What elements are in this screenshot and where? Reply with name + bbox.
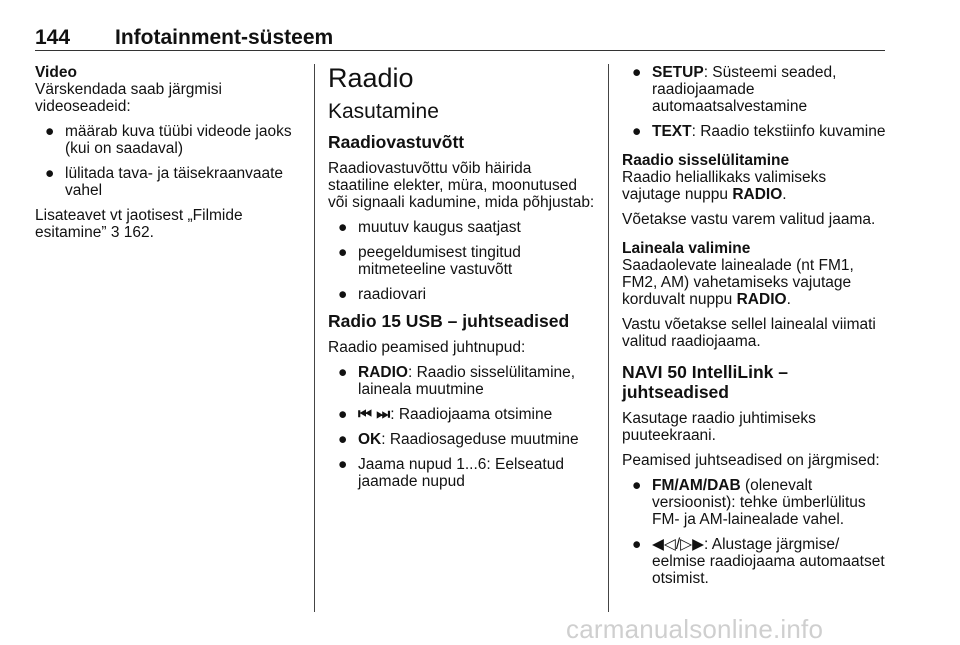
text-key-label: TEXT <box>652 123 692 140</box>
bullet-text: lülitada tava- ja täisekraanvaate vahel <box>65 165 283 199</box>
list-item <box>328 244 596 278</box>
main-controls-intro: Peamised juhtseadised on järgmised: <box>622 452 880 469</box>
list-item <box>328 456 596 490</box>
paragraph-text: Raadio heliallikaks valimiseks vajutage nuppu <box>622 169 827 203</box>
control-description: : Raadio sisselülitamine, laineala muutmine <box>358 364 576 398</box>
list-item <box>328 219 596 236</box>
bullet: ● <box>338 219 348 236</box>
seek-keys-icon: ⏮ ⏭ <box>358 406 391 423</box>
touchscreen-paragraph: Kasutage raadio juhtimiseks puuteekraani. <box>622 410 816 444</box>
list-item <box>328 364 596 398</box>
list-item <box>35 123 305 157</box>
reception-bullet-list <box>328 219 596 303</box>
subsection-title-kasutamine: Kasutamine <box>328 100 439 123</box>
heading-radio-15-usb-controls: Radio 15 USB – juhtseadised <box>328 311 570 331</box>
heading-radio-switch-on: Raadio sisselülitamine <box>622 152 790 169</box>
section-title-raadio: Raadio <box>328 63 414 93</box>
bullet: ● <box>338 364 348 381</box>
video-heading: Video <box>35 64 77 81</box>
control-description: : Süsteemi seaded, raadiojaamade automaatsalvestamine <box>652 64 837 115</box>
chapter-title: Infotainment-süsteem <box>115 26 334 49</box>
radio-key-label: RADIO <box>736 291 787 308</box>
radio-key-label: RADIO <box>732 186 783 203</box>
bullet: ● <box>632 123 642 140</box>
column-2 <box>328 64 596 498</box>
bullet-text: määrab kuva tüübi videode jaoks (kui on saadaval) <box>65 123 292 157</box>
reception-paragraph: Raadiovastuvõttu võib häirida staatiline elekter, müra, moonutused või signaali kadumine, mida põhjustab: <box>328 160 595 211</box>
list-item <box>328 406 596 423</box>
setup-key-label: SETUP <box>652 64 704 81</box>
bullet-text: muutuv kaugus saatjast <box>358 219 521 236</box>
control-description: Jaama nupud 1...6: Eelseatud jaamade nupud <box>358 456 564 490</box>
page-header <box>35 14 885 51</box>
watermark: carmanualsonline.info <box>566 614 824 644</box>
control-description: : Raadio tekstiinfo kuvamine <box>691 123 886 140</box>
paragraph-text: . <box>782 186 787 203</box>
control-description: : Alustage järgmise/ eelmise raadiojaama automaatset otsimist. <box>652 536 885 587</box>
page-reference-link[interactable]: 162. <box>119 224 154 241</box>
band-selection-paragraph <box>622 257 887 308</box>
list-item <box>328 286 596 303</box>
control-description: : Raadiosageduse muutmine <box>381 431 579 448</box>
paragraph-text: Saadaolevate lainealade (nt FM1, FM2, AM) vahetamiseks vajutage korduvalt nuppu <box>622 257 854 308</box>
list-item <box>622 536 887 587</box>
bullet: ● <box>45 123 55 140</box>
band-keys-label: FM/AM/DAB <box>652 477 741 494</box>
bullet: ● <box>632 64 642 81</box>
navi-controls-list <box>622 477 887 587</box>
see-also-text: Lisateavet vt jaotisest „Filmide esitamine” <box>35 207 243 241</box>
bullet: ● <box>338 406 348 423</box>
band-last-station-paragraph: Vastu võetakse sellel lainealal viimati valitud raadiojaama. <box>622 316 876 350</box>
bullet: ● <box>338 456 348 473</box>
last-station-paragraph: Võetakse vastu varem valitud jaama. <box>622 211 876 228</box>
more-controls-list <box>622 64 887 140</box>
bullet: ● <box>45 165 55 182</box>
column-1 <box>35 64 305 249</box>
radio-controls-list <box>328 364 596 490</box>
ok-key-label: OK <box>358 431 382 448</box>
page-reference-icon[interactable]: 3 <box>110 224 120 241</box>
main-controls-intro: Raadio peamised juhtnupud: <box>328 339 526 356</box>
control-description: (olenevalt versioonist): tehke ümberlülitus FM- ja AM-lainealade vahel. <box>652 477 866 528</box>
bullet-text: peegeldumisest tingitud mitmeteeline vastuvõtt <box>358 244 521 278</box>
seek-arrows-icon: ◀◁/▷▶ <box>652 536 704 553</box>
radio-key-label: RADIO <box>358 364 408 381</box>
bullet: ● <box>338 431 348 448</box>
radio-switch-on-paragraph <box>622 169 887 203</box>
control-description: : Raadiojaama otsimine <box>390 406 553 423</box>
bullet-text: raadiovari <box>358 286 427 303</box>
bullet: ● <box>338 286 348 303</box>
list-item <box>622 477 887 528</box>
list-item <box>622 123 887 140</box>
list-item <box>35 165 305 199</box>
list-item <box>622 64 887 115</box>
heading-navi-50-controls: NAVI 50 IntelliLink – juhtseadised <box>622 362 788 402</box>
bullet: ● <box>632 477 642 494</box>
video-intro: Värskendada saab järgmisi videoseadeid: <box>35 81 222 115</box>
video-bullet-list <box>35 123 305 199</box>
page-number: 144 <box>35 26 71 49</box>
heading-raadiovastuvott: Raadiovastuvõtt <box>328 132 465 152</box>
paragraph-text: . <box>786 291 791 308</box>
column-divider-1 <box>314 64 315 612</box>
column-divider-2 <box>608 64 609 612</box>
list-item <box>328 431 596 448</box>
bullet: ● <box>632 536 642 553</box>
see-also-paragraph <box>35 207 305 241</box>
column-3 <box>622 64 887 595</box>
bullet: ● <box>338 244 348 261</box>
heading-band-selection: Laineala valimine <box>622 240 751 257</box>
